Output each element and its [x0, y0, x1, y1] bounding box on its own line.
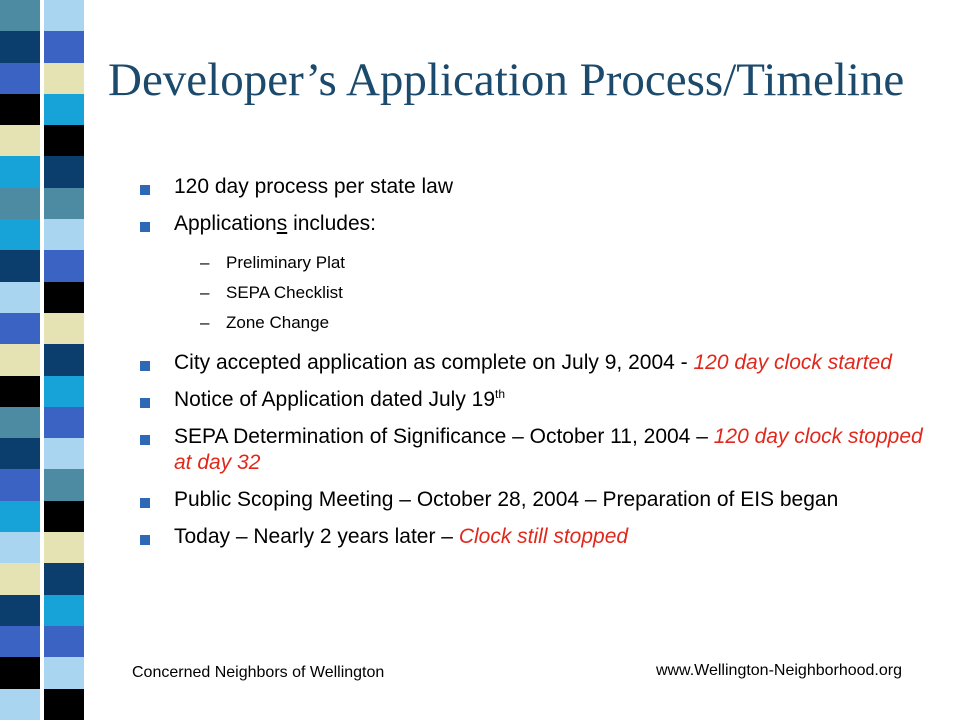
- footer-website: www.Wellington-Neighborhood.org: [655, 662, 902, 679]
- stripe-block: [44, 0, 84, 31]
- stripe-block: [44, 626, 84, 657]
- item-text: Public Scoping Meeting – October 28, 2004 – Preparation of EIS began: [174, 488, 839, 511]
- dash-icon: –: [200, 313, 210, 332]
- list-item: [140, 350, 930, 376]
- highlight-text: 120 day clock stopped at day 32: [174, 425, 923, 474]
- stripe-block: [0, 31, 40, 62]
- highlight-text: Clock still stopped: [458, 525, 629, 548]
- dash-icon: –: [200, 253, 210, 272]
- item-text: SEPA Determination of Significance – October 11, 2004 – 120 day clock stopped at day 32: [174, 425, 923, 474]
- square-bullet-icon: [140, 398, 150, 408]
- stripe-block: [0, 438, 40, 469]
- list-item: [140, 211, 930, 237]
- stripe-block: [44, 94, 84, 125]
- stripe-block: [44, 563, 84, 594]
- stripe-block: [44, 501, 84, 532]
- sub-item-label: SEPA Checklist: [226, 283, 343, 302]
- list-item: [140, 387, 930, 413]
- stripe-block: [0, 376, 40, 407]
- stripe-block: [44, 469, 84, 500]
- footer-organization: Concerned Neighbors of Wellington: [132, 664, 385, 681]
- stripe-block: [0, 407, 40, 438]
- highlight-text: 120 day clock started: [693, 351, 892, 374]
- square-bullet-icon: [140, 222, 150, 232]
- stripe-block: [0, 689, 40, 720]
- bullet-list: [140, 174, 930, 561]
- square-bullet-icon: [140, 435, 150, 445]
- stripe-block: [44, 219, 84, 250]
- stripe-column-left: [0, 0, 40, 720]
- stripe-block: [0, 219, 40, 250]
- stripe-block: [0, 282, 40, 313]
- list-item: [140, 524, 930, 550]
- stripe-block: [0, 63, 40, 94]
- slide-title: Developer’s Application Process/Timeline: [108, 54, 905, 106]
- stripe-block: [0, 188, 40, 219]
- stripe-block: [44, 657, 84, 688]
- stripe-block: [44, 344, 84, 375]
- dash-icon: –: [200, 283, 210, 302]
- stripe-block: [0, 344, 40, 375]
- stripe-block: [0, 94, 40, 125]
- stripe-column-right: [44, 0, 84, 720]
- sub-item: [200, 278, 930, 308]
- stripe-block: [44, 438, 84, 469]
- sub-item: [200, 308, 930, 338]
- stripe-block: [0, 0, 40, 31]
- stripe-block: [0, 250, 40, 281]
- stripe-block: [0, 563, 40, 594]
- stripe-block: [44, 595, 84, 626]
- stripe-block: [44, 689, 84, 720]
- stripe-block: [0, 626, 40, 657]
- item-text: Notice of Application dated July 19th: [174, 387, 506, 411]
- stripe-block: [0, 595, 40, 626]
- item-text: Applications includes:: [174, 212, 376, 235]
- square-bullet-icon: [140, 535, 150, 545]
- stripe-block: [44, 250, 84, 281]
- stripe-block: [44, 125, 84, 156]
- stripe-block: [0, 313, 40, 344]
- square-bullet-icon: [140, 361, 150, 371]
- item-text: 120 day process per state law: [174, 175, 453, 198]
- stripe-block: [0, 501, 40, 532]
- stripe-block: [44, 407, 84, 438]
- item-text: Today – Nearly 2 years later – Clock still stopped: [174, 525, 629, 548]
- stripe-block: [44, 532, 84, 563]
- stripe-block: [0, 156, 40, 187]
- stripe-block: [0, 657, 40, 688]
- square-bullet-icon: [140, 498, 150, 508]
- stripe-block: [0, 469, 40, 500]
- decorative-stripe-bar: [0, 0, 108, 720]
- stripe-block: [0, 532, 40, 563]
- sub-item: [200, 248, 930, 278]
- list-item: [140, 487, 930, 513]
- sub-item-label: Preliminary Plat: [226, 253, 346, 272]
- sub-item-label: Zone Change: [226, 313, 330, 332]
- stripe-block: [44, 156, 84, 187]
- square-bullet-icon: [140, 185, 150, 195]
- stripe-block: [44, 313, 84, 344]
- stripe-block: [44, 188, 84, 219]
- stripe-block: [44, 63, 84, 94]
- stripe-fade: [84, 0, 106, 720]
- item-text: City accepted application as complete on July 9, 2004 - 120 day clock started: [174, 351, 892, 374]
- list-item: [140, 174, 930, 200]
- stripe-block: [44, 31, 84, 62]
- stripe-block: [44, 376, 84, 407]
- list-item: [140, 424, 930, 476]
- stripe-block: [44, 282, 84, 313]
- stripe-block: [0, 125, 40, 156]
